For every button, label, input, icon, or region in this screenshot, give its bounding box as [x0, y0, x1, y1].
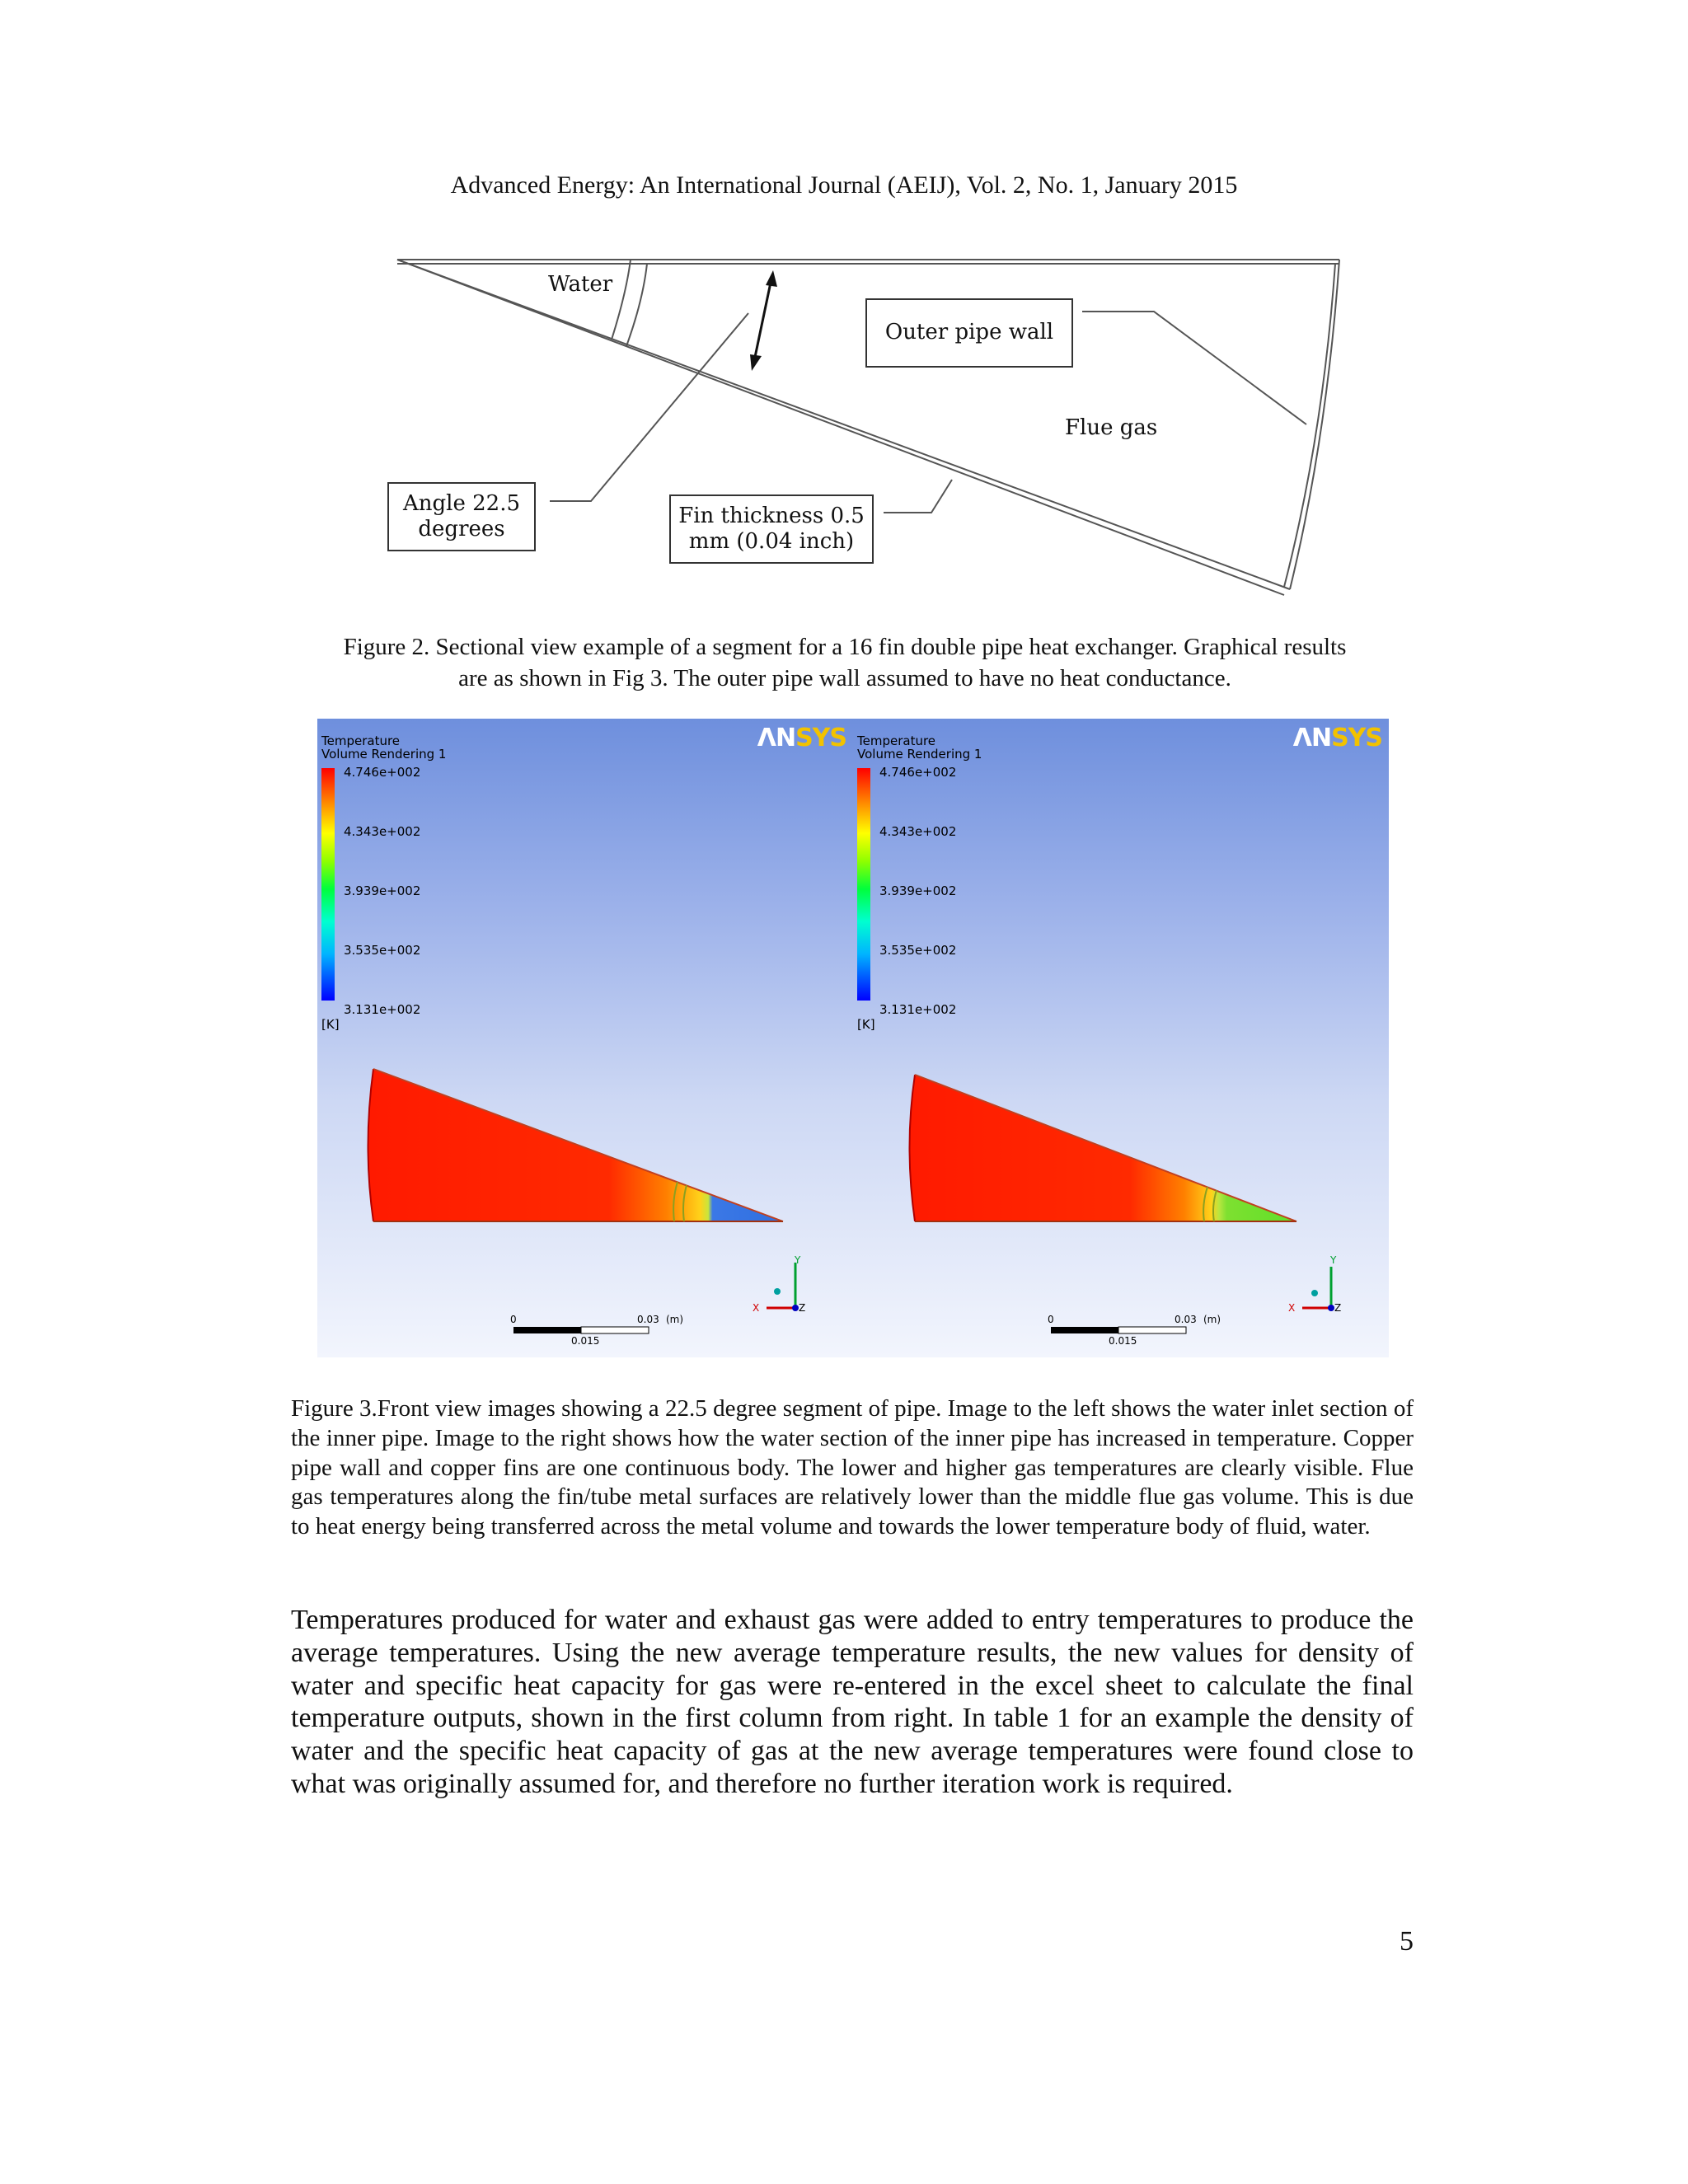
scale-unit: (m) — [666, 1314, 684, 1325]
body-paragraph: Temperatures produced for water and exhaust gas were added to entry temperatures to produce the average temperatures. Using the new average temperature results, the new values for density of water and specific heat capacity for gas were re-entered in the excel sheet to calculate the final temperature outputs, shown in the first column from right. In table 1 for an example the density of water and the specific heat capacity of gas at the new average temperatures were found close to what was originally assumed for, and therefore no further iteration work is required. — [291, 1605, 1414, 1799]
fin-thickness-callout: Fin thickness 0.5 mm (0.04 inch) — [669, 494, 874, 564]
figure-2-caption — [297, 631, 1393, 695]
angle-callout: Angle 22.5 degrees — [387, 482, 536, 551]
legend-tick: 3.535e+002 — [344, 943, 421, 958]
flue-gas-label: Flue gas — [1065, 415, 1158, 440]
legend-title: Temperature Volume Rendering 1 — [321, 733, 447, 762]
page-number: 5 — [1400, 1926, 1414, 1957]
scale-start: 0 — [1048, 1314, 1054, 1325]
scale-mid: 0.015 — [571, 1335, 600, 1347]
figure-3-simulation — [317, 719, 1389, 1357]
legend-tick: 3.535e+002 — [879, 943, 957, 958]
figure-2-diagram — [379, 247, 1352, 602]
legend-title: Temperature Volume Rendering 1 — [857, 733, 982, 762]
figure-2-caption-line-2: are as shown in Fig 3. The outer pipe wall assumed to have no heat conductance. — [458, 665, 1231, 692]
axis-y-label: Y — [795, 1254, 801, 1266]
segment-render-left — [317, 719, 853, 1357]
scale-end: 0.03 — [637, 1314, 659, 1325]
legend-tick: 3.939e+002 — [879, 883, 957, 898]
scale-start: 0 — [510, 1314, 517, 1325]
scale-unit: (m) — [1203, 1314, 1221, 1325]
simulation-panel-right — [853, 719, 1389, 1357]
outer-pipe-wall-callout: Outer pipe wall — [865, 298, 1073, 368]
legend-tick: 4.343e+002 — [344, 824, 421, 839]
figure-3-caption: Figure 3.Front view images showing a 22.5 degree segment of pipe. Image to the left shows the water inlet section of the inner pipe. Image to the right shows how the water section of the inner pipe has increased in temperature. Copper pipe wall and copper fins are one continuous body. The lower and higher gas temperatures are clearly visible. Flue gas temperatures along the fin/tube metal surfaces are relatively lower than the middle flue gas volume. This is due to heat energy being transferred across the metal volume and towards the lower temperature body of fluid, water. — [291, 1395, 1414, 1540]
scale-mid: 0.015 — [1109, 1335, 1137, 1347]
legend-tick: 3.131e+002 — [344, 1002, 421, 1017]
figure-2-caption-line-1: Figure 2. Sectional view example of a segment for a 16 fin double pipe heat exchanger. Graphical results — [343, 634, 1347, 660]
legend-unit: [K] — [321, 1017, 340, 1032]
segment-render-right — [853, 719, 1389, 1357]
legend-tick: 4.746e+002 — [879, 765, 957, 780]
journal-header: Advanced Energy: An International Journal (AEIJ), Vol. 2, No. 1, January 2015 — [450, 171, 1238, 199]
ansys-logo: ΛNSYS — [757, 724, 846, 752]
axis-x-label: X — [1288, 1302, 1296, 1314]
axis-z-label: Z — [1334, 1302, 1342, 1314]
legend-tick: 3.939e+002 — [344, 883, 421, 898]
axis-x-label: X — [753, 1302, 760, 1314]
water-label: Water — [548, 272, 613, 297]
axis-y-label: Y — [1330, 1254, 1337, 1266]
legend-tick: 4.746e+002 — [344, 765, 421, 780]
legend-tick: 3.131e+002 — [879, 1002, 957, 1017]
scale-end: 0.03 — [1175, 1314, 1197, 1325]
axis-z-label: Z — [799, 1302, 806, 1314]
legend-tick: 4.343e+002 — [879, 824, 957, 839]
simulation-panel-left — [317, 719, 853, 1357]
legend-unit: [K] — [857, 1017, 875, 1032]
ansys-logo: ΛNSYS — [1292, 724, 1382, 752]
